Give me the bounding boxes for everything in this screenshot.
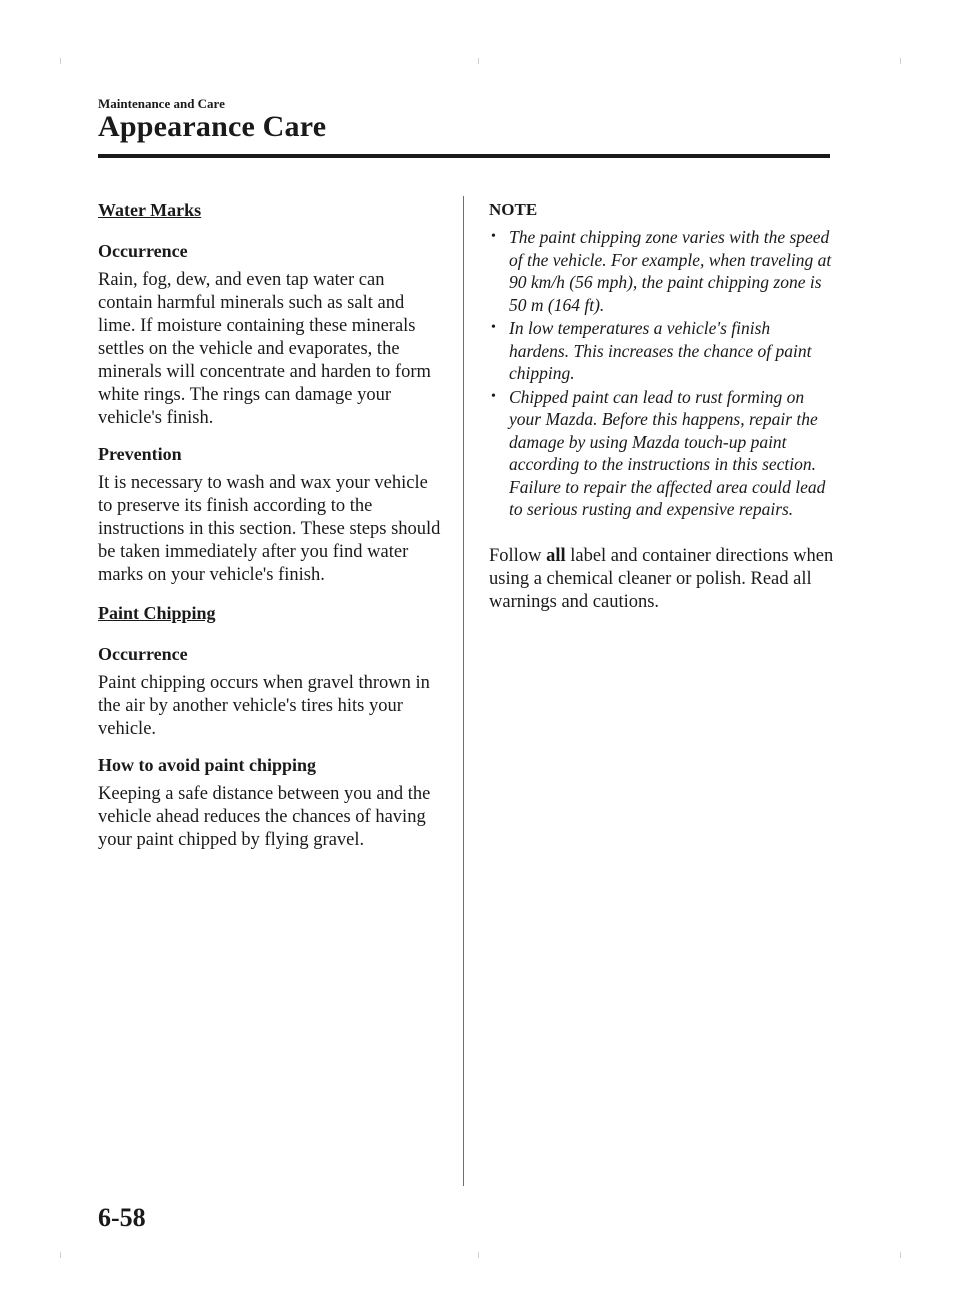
page-title: Appearance Care (98, 110, 327, 143)
avoid-subheading: How to avoid paint chipping (98, 755, 317, 775)
prevention-subheading: Prevention (98, 444, 182, 464)
directions-rest: label and container directions when using a chemical cleaner or polish. Read all warnings and cautions. (489, 545, 834, 612)
page-number: 6-58 (98, 1203, 146, 1232)
note-item-text: In low temperatures a vehicle's finish hardens. This increases the chance of paint chipping. (509, 318, 812, 383)
column-divider (463, 196, 464, 1186)
crop-mark (60, 1252, 61, 1258)
crop-mark (900, 58, 901, 64)
paint-chipping-occurrence-text: Paint chipping occurs when gravel thrown in the air by another vehicle's tires hits your vehicle. (98, 673, 430, 739)
bullet-icon: • (491, 229, 496, 244)
note-item (489, 386, 834, 521)
directions-text (489, 545, 834, 614)
crop-mark (60, 58, 61, 64)
paint-chipping-avoid-text: Keeping a safe distance between you and the vehicle ahead reduces the chances of having your paint chipped by flying gravel. (98, 784, 431, 850)
bullet-icon: • (491, 388, 496, 404)
note-item (489, 317, 834, 385)
occurrence-subheading: Occurrence (98, 241, 188, 261)
left-column (98, 198, 443, 864)
bullet-icon: • (491, 320, 496, 335)
crop-mark (478, 58, 479, 64)
paint-chipping-heading: Paint Chipping (98, 603, 216, 623)
water-marks-prevention-text: It is necessary to wash and wax your vehicle to preserve its finish according to the instructions in this section. These steps should be taken immediately after you find water marks on your vehicle's finish. (98, 473, 441, 585)
header-rule (98, 154, 830, 158)
directions-emphasis: all (546, 545, 566, 566)
occurrence-subheading: Occurrence (98, 644, 188, 664)
note-list (489, 226, 834, 521)
note-label: NOTE (489, 200, 538, 219)
note-item-text: The paint chipping zone varies with the speed of the vehicle. For example, when traveling at 90 km/h (56 mph), the paint chipping zone is 50 m (164 ft). (509, 227, 832, 315)
section-label: Maintenance and Care (98, 96, 225, 111)
crop-mark (478, 1252, 479, 1258)
note-item-text: Chipped paint can lead to rust forming on your Mazda. Before this happens, repair the damage by using Mazda touch-up paint according to the instructions in this section. Failure to repair the affected area could lead to serious rusting and expensive repairs. (509, 386, 826, 519)
note-item (489, 226, 834, 316)
water-marks-heading: Water Marks (98, 200, 202, 220)
directions-prefix: Follow (489, 545, 547, 566)
water-marks-occurrence-text: Rain, fog, dew, and even tap water can contain harmful minerals such as salt and lime. If moisture containing these minerals settles on the vehicle and evaporates, the minerals will concentrate and harden to form white rings. The rings can damage your vehicle's finish. (98, 270, 431, 428)
crop-mark (900, 1252, 901, 1258)
right-column (489, 198, 834, 614)
